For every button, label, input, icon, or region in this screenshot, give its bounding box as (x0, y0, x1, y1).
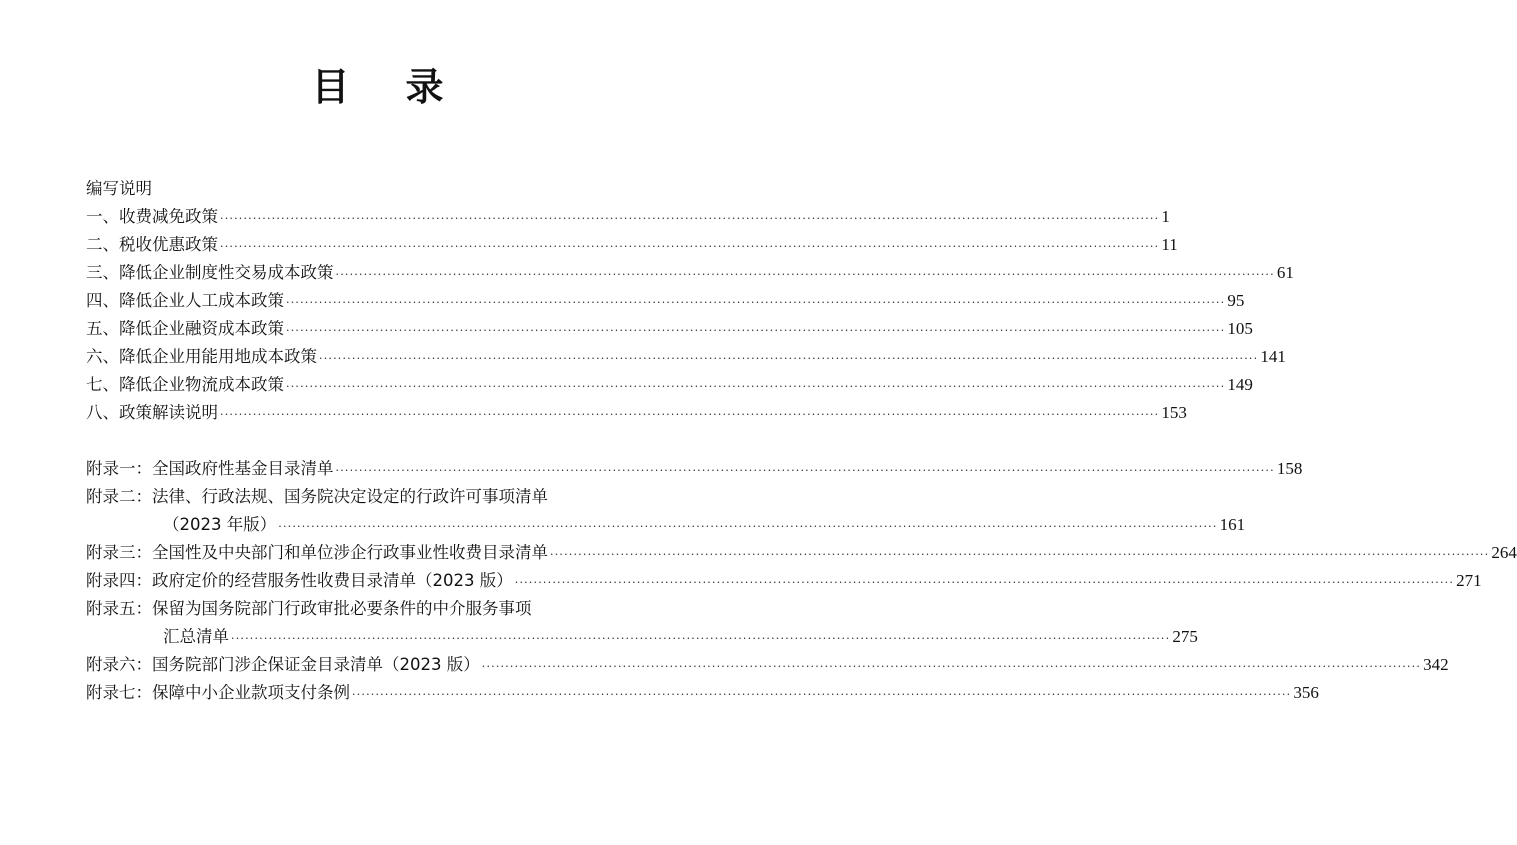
toc-entry[interactable] (86, 400, 1187, 426)
toc-entry-page: 264 (1491, 543, 1517, 562)
leader-dots: ········································································································································································································ (335, 464, 1275, 477)
toc-entry-label-continued: （2023 年版） (163, 515, 277, 534)
toc-appendix-entry[interactable] (86, 456, 1303, 482)
toc-entry-page: 141 (1260, 347, 1286, 366)
toc-entry-page: 1 (1161, 207, 1170, 226)
toc-entry-page: 342 (1423, 655, 1449, 674)
toc-entry-page: 158 (1276, 459, 1303, 478)
toc-entry-label: 一、收费减免政策 (86, 207, 218, 226)
toc-entry[interactable] (86, 288, 1245, 314)
title-char-2: 录 (405, 65, 444, 109)
toc-entry-label: 二、税收优惠政策 (86, 235, 218, 254)
leader-dots: ········································································································································································································ (231, 632, 1171, 645)
toc-entry-label: 四、降低企业人工成本政策 (86, 291, 284, 310)
toc-entry[interactable] (86, 316, 1253, 342)
toc-entry-page: 95 (1227, 291, 1245, 310)
leader-dots: ········································································································································································································ (220, 408, 1160, 421)
toc-entry-page: 271 (1456, 571, 1482, 590)
leader-dots: ········································································································································································································ (220, 240, 1160, 253)
toc-entry-label: 附录六：国务院部门涉企保证金目录清单（2023 版） (86, 655, 480, 674)
toc-entry-label: 附录一：全国政府性基金目录清单 (86, 459, 334, 478)
toc-appendix-entry-label[interactable]: 附录五：保留为国务院部门行政审批必要条件的中介服务事项 (86, 599, 532, 618)
toc-entry-label-continued: 汇总清单 (163, 627, 229, 646)
toc-appendix-entry-label[interactable]: 附录二：法律、行政法规、国务院决定设定的行政许可事项清单 (86, 487, 548, 506)
toc-entry[interactable] (86, 260, 1294, 286)
toc-entry-label: 附录三：全国性及中央部门和单位涉企行政事业性收费目录清单 (86, 543, 548, 562)
title-char-1: 目 (311, 65, 350, 109)
toc-entry-label: 六、降低企业用能用地成本政策 (86, 347, 317, 366)
toc-entry-page: 153 (1161, 403, 1187, 422)
toc-entry-page: 11 (1161, 235, 1178, 254)
toc-entry-label: 八、政策解读说明 (86, 403, 218, 422)
toc-entry-page: 356 (1293, 683, 1319, 702)
toc-entry-page: 275 (1172, 627, 1198, 646)
toc-entry-page: 149 (1227, 375, 1253, 394)
toc-entry-label: 附录七：保障中小企业款项支付条例 (86, 683, 350, 702)
toc-appendix-entry[interactable] (163, 624, 1198, 650)
toc-entry[interactable] (86, 232, 1178, 258)
leader-dots: ········································································································································································································ (514, 576, 1455, 589)
leader-dots: ········································································································································································································ (550, 548, 1490, 561)
leader-dots: ········································································································································································································ (286, 324, 1226, 337)
leader-dots: ········································································································································································································ (286, 296, 1226, 309)
toc-entry[interactable] (86, 204, 1170, 230)
toc-entry-page: 61 (1276, 263, 1294, 282)
toc-appendix-entry[interactable] (163, 512, 1246, 538)
leader-dots: ········································································································································································································ (220, 212, 1160, 225)
toc-entry-page: 105 (1227, 319, 1253, 338)
leader-dots: ········································································································································································································ (319, 352, 1259, 365)
page-title (0, 62, 755, 112)
toc-entry-label: 附录四：政府定价的经营服务性收费目录清单（2023 版） (86, 571, 513, 590)
leader-dots: ········································································································································································································ (481, 660, 1422, 673)
toc-entry-label: 五、降低企业融资成本政策 (86, 319, 284, 338)
leader-dots: ········································································································································································································ (278, 520, 1218, 533)
toc-appendix-entry[interactable] (86, 652, 1449, 678)
leader-dots: ········································································································································································································ (352, 688, 1292, 701)
toc-entry-label: 三、降低企业制度性交易成本政策 (86, 263, 334, 282)
leader-dots: ········································································································································································································ (335, 268, 1275, 281)
toc-entry-label: 七、降低企业物流成本政策 (86, 375, 284, 394)
toc-entry[interactable] (86, 372, 1253, 398)
leader-dots: ········································································································································································································ (286, 380, 1226, 393)
toc-entry-page: 161 (1219, 515, 1246, 534)
toc-appendix-entry[interactable] (86, 680, 1319, 706)
toc-appendix-entry[interactable] (86, 540, 1517, 566)
toc-preface[interactable]: 编写说明 (86, 179, 152, 198)
toc-entry[interactable] (86, 344, 1286, 370)
toc-appendix-entry[interactable] (86, 568, 1482, 594)
